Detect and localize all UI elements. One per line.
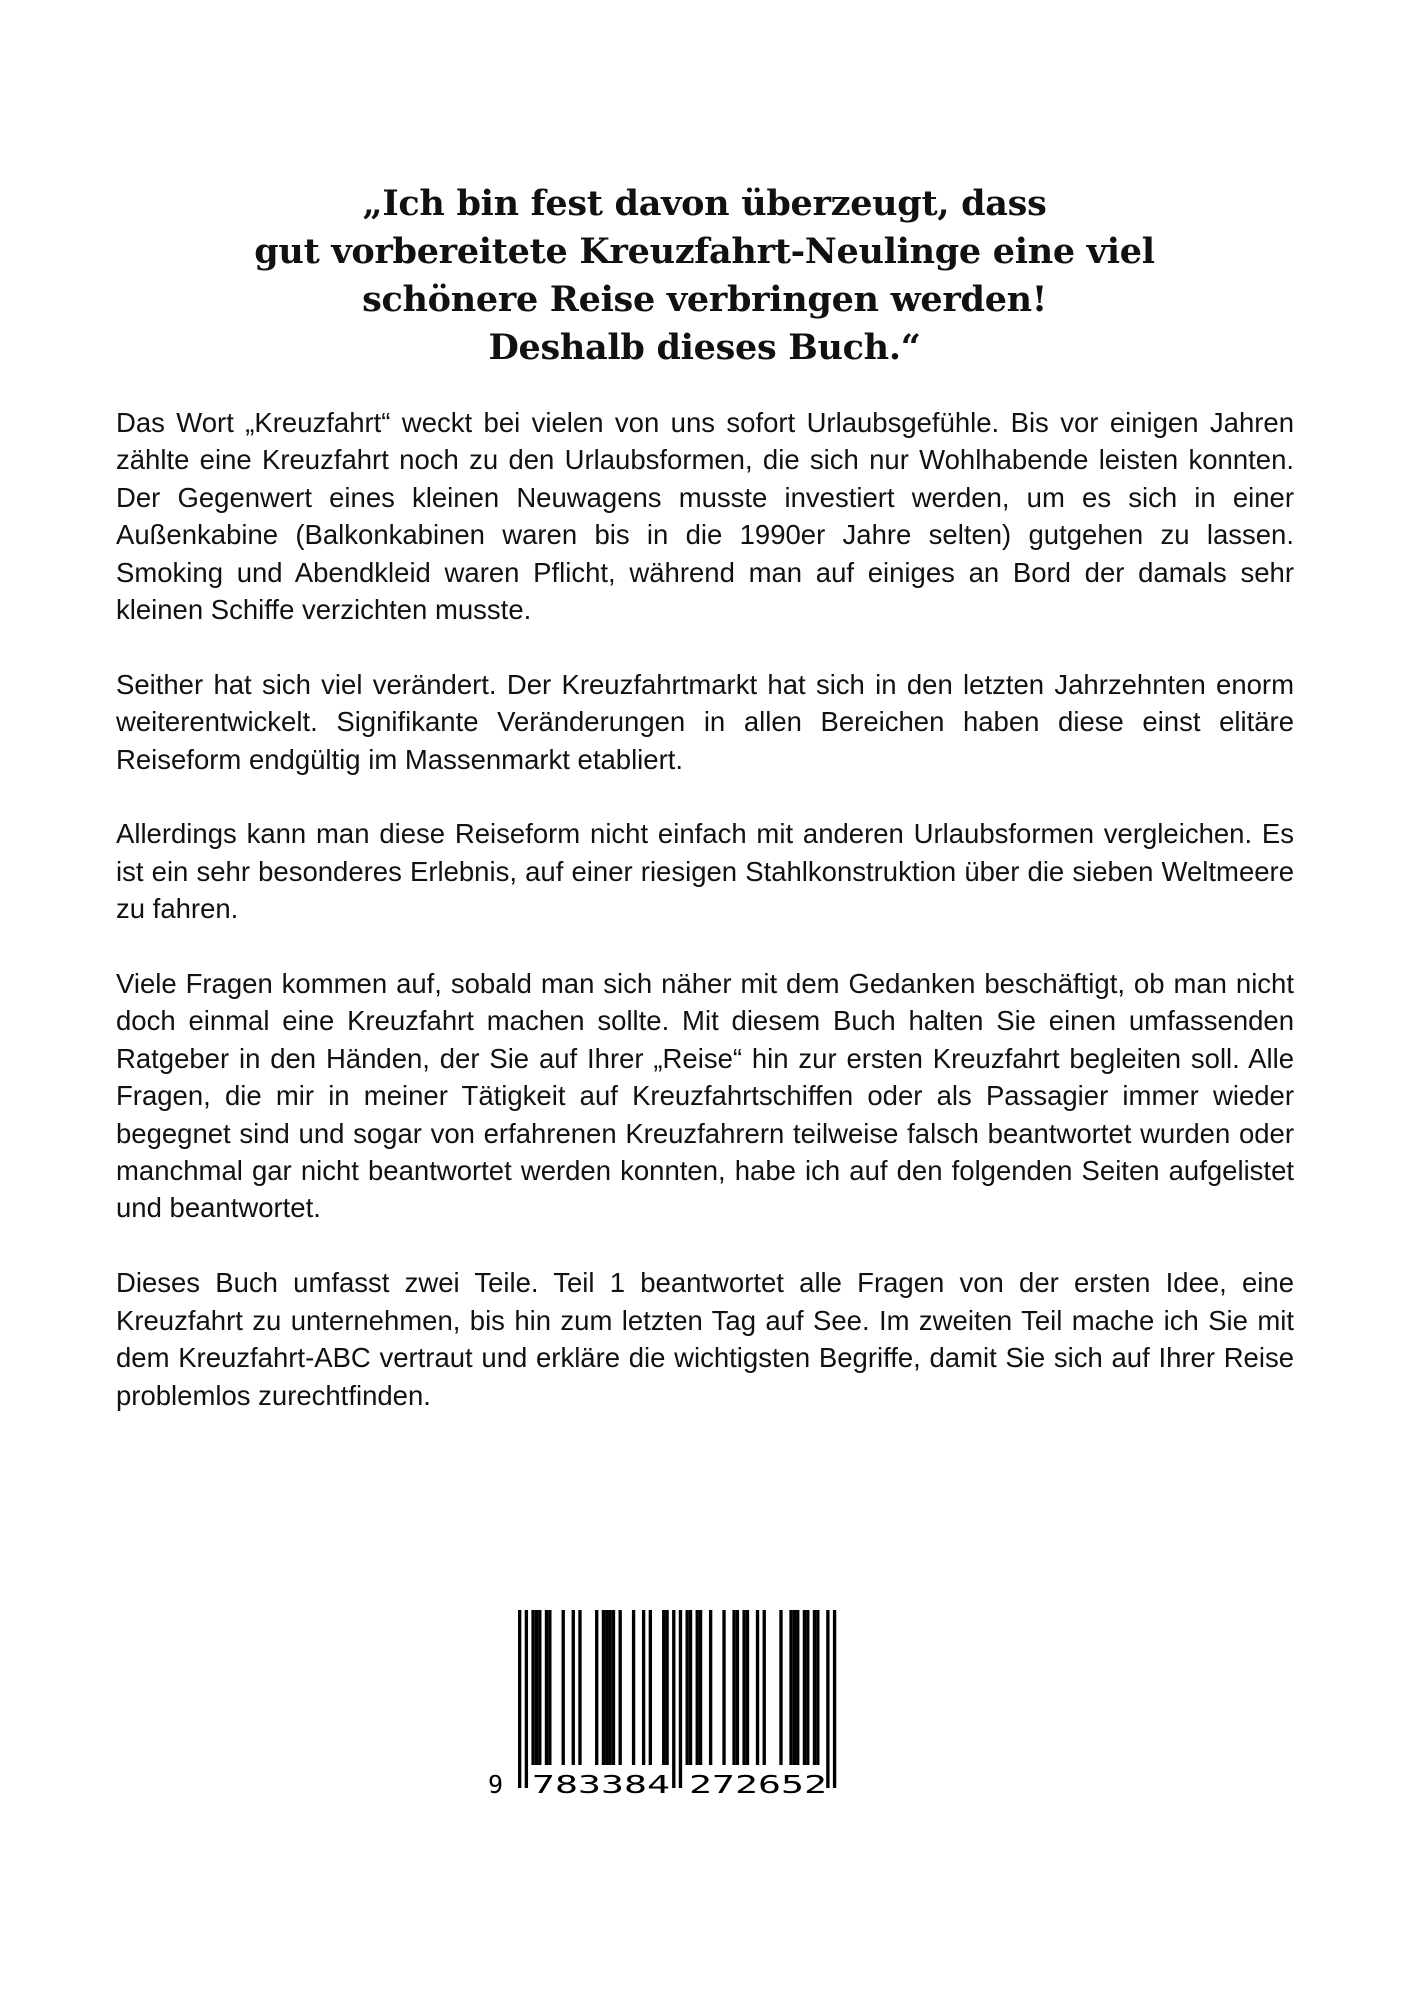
barcode-bar [672, 1610, 675, 1788]
barcode-bar [548, 1610, 551, 1765]
barcode-bar [826, 1610, 829, 1788]
barcode-bar [746, 1610, 749, 1765]
barcode-bar [679, 1610, 682, 1788]
barcode-bar [612, 1610, 615, 1765]
barcode-bar [756, 1610, 759, 1765]
barcode-bar [722, 1610, 725, 1765]
quote-line: gut vorbereitete Kreuzfahrt-Neulinge eine viel [254, 231, 1155, 272]
barcode-bar [736, 1610, 739, 1765]
barcode-bar [796, 1610, 799, 1765]
barcode-bar [779, 1610, 782, 1765]
barcode-bar [531, 1610, 534, 1765]
barcode-bar [686, 1610, 689, 1765]
barcode-left-group: 783384 [532, 1770, 670, 1799]
barcode-bar [699, 1610, 702, 1765]
barcode-bar [525, 1610, 528, 1788]
barcode-bar [665, 1610, 668, 1765]
quote-line: Deshalb dieses Buch.“ [488, 327, 921, 368]
barcode-bar [649, 1610, 652, 1765]
barcode-bar [763, 1610, 766, 1765]
barcode-bar [545, 1610, 548, 1765]
barcode-bar [742, 1610, 745, 1765]
barcode-bar [803, 1610, 806, 1765]
barcode-bar [689, 1610, 692, 1765]
barcode-bar [833, 1610, 836, 1788]
blurb-paragraph: Allerdings kann man diese Reiseform nicht einfach mit anderen Urlaubsformen vergleichen. Es ist ein sehr besonderes Erlebnis, auf einer riesigen Stahlkonstruktion über die sieben Weltmeere zu fahren. [116, 818, 1294, 925]
barcode-bar [602, 1610, 605, 1765]
blurb-paragraph: Das Wort „Kreuzfahrt“ weckt bei vielen von uns sofort Urlaubsgefühle. Bis vor einigen Jahren zählte eine Kreuzfahrt noch zu den Urlaubsformen, die sich nur Wohlhabende leisten konnten. Der Gegenwert eines kleinen Neuwagens musste investiert werden, um es sich in einer Außenkabine (Balkonkabinen waren bis in die 1990er Jahre selten) gutgehen zu lassen. Smoking und Abendkleid waren Pflicht, während man auf einiges an Bord der damals sehr kleinen Schiffe verzichten musste. [116, 407, 1294, 626]
blurb-paragraph: Viele Fragen kommen auf, sobald man sich näher mit dem Gedanken beschäftigt, ob man nicht doch einmal eine Kreuzfahrt machen sollte. Mit diesem Buch halten Sie einen umfassenden Ratgeber in den Händen, der Sie auf Ihrer „Reise“ hin zur ersten Kreuzfahrt begleiten soll. Alle Fragen, die mir in meiner Tätigkeit auf Kreuzfahrtschiffen oder als Passagier immer wieder begegnet sind und sogar von erfahrenen Kreuzfahrern teilweise falsch beantwortet wurden oder manchmal gar nicht beantwortet werden konnten, habe ich auf den folgenden Seiten aufgelistet und beantwortet. [116, 968, 1294, 1224]
blurb-text [116, 404, 1294, 1451]
quote-line: „Ich bin fest davon überzeugt, dass [362, 183, 1047, 224]
barcode-bar [816, 1610, 819, 1765]
barcode-bars [518, 1610, 836, 1788]
barcode-bar [789, 1610, 792, 1765]
barcode-bar [562, 1610, 565, 1765]
barcode-bar [518, 1610, 521, 1788]
barcode-bar [535, 1610, 538, 1765]
blurb-paragraph: Dieses Buch umfasst zwei Teile. Teil 1 beantwortet alle Fragen von der ersten Idee, eine Kreuzfahrt zu unternehmen, bis hin zum letzten Tag auf See. Im zweiten Teil mache ich Sie mit dem Kreuzfahrt-ABC vertraut und erkläre die wichtigsten Begriffe, damit Sie sich auf Ihrer Reise problemlos zurechtfinden. [116, 1267, 1294, 1411]
quote-line: schönere Reise verbringen werden! [362, 279, 1047, 320]
cover-quote [0, 180, 1409, 372]
barcode-bar [696, 1610, 699, 1765]
barcode-bar [578, 1610, 581, 1765]
barcode-first-digit: 9 [488, 1770, 504, 1799]
barcode-bar [732, 1610, 735, 1765]
isbn-barcode [488, 1610, 888, 1800]
barcode-bar [572, 1610, 575, 1765]
barcode-bar [595, 1610, 598, 1765]
barcode-bar [608, 1610, 611, 1765]
barcode-bar [709, 1610, 712, 1765]
barcode-bar [605, 1610, 608, 1765]
barcode-digits [488, 1770, 827, 1799]
barcode-bar [793, 1610, 796, 1765]
barcode-bar [806, 1610, 809, 1765]
barcode-bar [619, 1610, 622, 1765]
barcode-bar [632, 1610, 635, 1765]
barcode-bar [538, 1610, 541, 1765]
barcode-bar [642, 1610, 645, 1765]
barcode-bar [662, 1610, 665, 1765]
barcode-bar [813, 1610, 816, 1765]
blurb-paragraph: Seither hat sich viel verändert. Der Kreuzfahrtmarkt hat sich in den letzten Jahrzehnten enorm weiterentwickelt. Signifikante Veränderungen in allen Bereichen haben diese einst elitäre Reiseform endgültig im Massenmarkt etabliert. [116, 668, 1294, 775]
barcode-right-group: 272652 [689, 1770, 827, 1799]
